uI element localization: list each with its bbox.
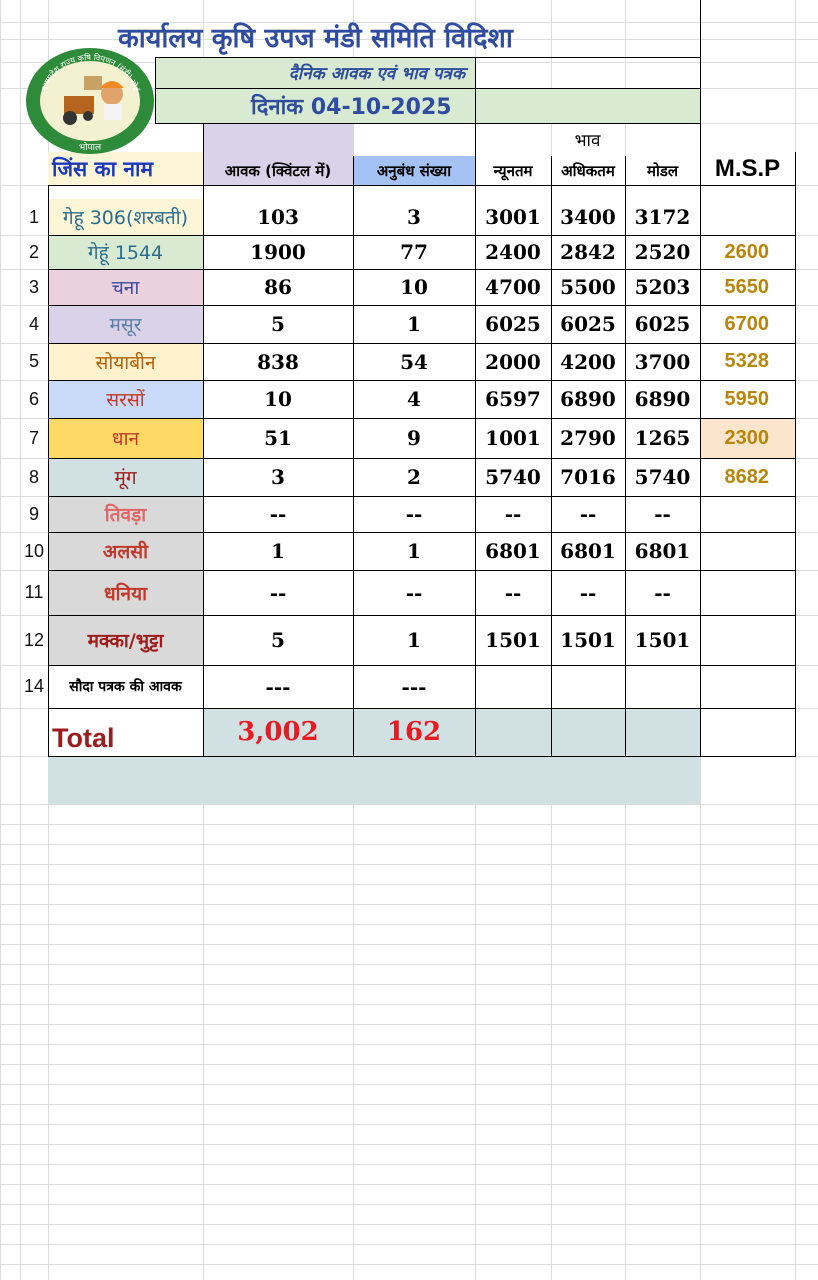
modal-price: 3700 [634, 349, 691, 374]
msp-value [700, 496, 795, 532]
commodity-name: मूंग [114, 467, 137, 489]
commodity-name: धनिया [103, 582, 148, 605]
border-line [795, 152, 796, 757]
commodity-name: गेहूं 1544 [87, 242, 164, 264]
contracts-value: 1 [407, 539, 421, 563]
modal-header: मोडल [646, 161, 679, 180]
border-line [700, 496, 796, 497]
commodity-name: चना [111, 277, 140, 299]
max-price: 6801 [560, 539, 616, 563]
arrival-value: 838 [257, 349, 299, 374]
min-price: 2000 [485, 349, 541, 374]
border-line [48, 418, 701, 419]
min-price: 1001 [485, 426, 541, 450]
contracts-value: 1 [407, 312, 421, 336]
row-number: 10 [23, 540, 45, 561]
arrival-value: 86 [264, 275, 292, 299]
border-line [700, 756, 796, 757]
border-line [48, 185, 701, 186]
modal-price: 6025 [634, 312, 691, 336]
max-price: 3400 [560, 205, 616, 229]
sheet-subtitle: दैनिक आवक एवं भाव पत्रक [288, 64, 465, 84]
contracts-value: -- [405, 502, 423, 526]
contracts-value: 54 [400, 349, 428, 374]
max-price: 5500 [560, 275, 616, 299]
min-price: -- [504, 580, 522, 605]
border-line [700, 305, 796, 306]
commodity-name: सौदा पत्रक की आवक [69, 679, 182, 695]
msp-value: 6700 [724, 312, 769, 335]
max-price [551, 665, 625, 708]
row-number: 1 [28, 206, 39, 227]
total-label: Total [52, 722, 115, 753]
commodity-name: धान [111, 428, 140, 450]
modal-price: -- [654, 502, 671, 526]
row-number: 14 [23, 676, 45, 696]
arrival-value: 1900 [250, 240, 306, 264]
border-line [700, 570, 796, 571]
commodity-name: अलसी [102, 541, 149, 563]
msp-value [700, 570, 795, 615]
logo-top-text: मध्यप्रदेश राज्य कृषि विपणन (मंडी) बोर्ड [39, 52, 141, 93]
min-price: 1501 [485, 628, 541, 652]
commodity-name: तिवड़ा [104, 504, 147, 526]
arrival-value: -- [269, 502, 287, 526]
min-price: 4700 [485, 275, 541, 299]
border-line [700, 269, 796, 270]
msp-value: 5950 [724, 387, 769, 410]
arrival-value: 5 [271, 312, 285, 336]
msp-value [700, 665, 795, 708]
modal-price: 3172 [634, 205, 691, 229]
modal-price: 2520 [634, 240, 691, 264]
max-price: -- [579, 580, 597, 605]
commodity-name: सोयाबीन [95, 351, 156, 374]
border-line [48, 756, 701, 757]
modal-price: -- [654, 580, 671, 605]
bhav-header: भाव [574, 131, 601, 151]
row-number: 8 [28, 466, 39, 487]
msp-value: 2300 [724, 426, 769, 449]
border-line [700, 235, 796, 236]
border-line [48, 458, 701, 459]
min-header: न्यूनतम [493, 161, 533, 180]
row-number: 2 [28, 241, 39, 262]
modal-price: 6801 [634, 539, 691, 563]
name-header: जिंस का नाम [52, 156, 154, 181]
total-contracts: 162 [386, 717, 442, 747]
arrival-value: 3 [271, 465, 285, 489]
min-price: 2400 [485, 240, 541, 264]
msp-value [700, 615, 795, 665]
modal-price: 5203 [634, 275, 691, 299]
border-line [155, 57, 701, 58]
modal-price: 6890 [634, 387, 691, 411]
max-price: 6890 [560, 387, 616, 411]
border-line [551, 156, 552, 757]
border-line [48, 496, 701, 497]
row-number: 7 [28, 427, 39, 448]
contracts-value: 3 [407, 205, 421, 229]
row-number: 9 [28, 503, 39, 524]
modal-price: 5740 [634, 465, 691, 489]
border-line [700, 665, 796, 666]
border-line [700, 418, 796, 419]
border-line [48, 708, 701, 709]
mandi-board-logo [24, 46, 156, 156]
max-price: 4200 [560, 349, 616, 374]
min-price [475, 665, 551, 708]
commodity-name: सरसों [106, 389, 145, 411]
arrival-value: 1 [271, 539, 285, 563]
contracts-value: -- [405, 580, 423, 605]
border-line [700, 615, 796, 616]
contracts-value: 1 [407, 628, 421, 652]
max-header: अधिकतम [561, 161, 615, 180]
msp-value: 5650 [724, 275, 769, 298]
border-line [353, 156, 354, 757]
border-line [700, 458, 796, 459]
row-number: 4 [28, 313, 39, 334]
max-price: -- [579, 502, 597, 526]
min-price: 6025 [485, 312, 541, 336]
row-number: 6 [28, 388, 39, 409]
max-price: 2842 [560, 240, 616, 264]
border-line [700, 185, 796, 186]
total-fill-lower [48, 756, 700, 804]
logo-bottom-text: भोपाल [78, 143, 102, 153]
border-line [48, 380, 701, 381]
total-arrival: 3,002 [237, 717, 319, 747]
border-line [48, 570, 701, 571]
arrival-value: 5 [271, 628, 285, 652]
border-line [48, 615, 701, 616]
border-line [48, 305, 701, 306]
contracts-value: 9 [407, 426, 421, 450]
min-price: 6597 [485, 387, 541, 411]
contracts-value: 77 [400, 240, 428, 264]
min-price: 3001 [485, 205, 541, 229]
border-line [700, 532, 796, 533]
contracts-value: 10 [400, 275, 428, 299]
border-line [155, 123, 701, 124]
contracts-value: 4 [407, 387, 421, 411]
border-line [625, 156, 626, 757]
row-number: 3 [28, 276, 39, 297]
arrival-value: --- [265, 674, 291, 699]
max-price: 6025 [560, 312, 616, 336]
row-number: 11 [24, 582, 44, 602]
date-line: दिनांक 04-10-2025 [251, 94, 452, 120]
sheet-title: कार्यालय कृषि उपज मंडी समिति विदिशा [118, 22, 513, 54]
modal-price: 1501 [634, 628, 691, 652]
border-line [48, 343, 701, 344]
arrival-value: 10 [264, 387, 292, 411]
arrival-value: 103 [257, 205, 299, 229]
arrival-value: -- [269, 580, 287, 605]
border-line [48, 235, 701, 236]
border-line [48, 269, 701, 270]
max-price: 7016 [560, 465, 616, 489]
contracts-value: --- [401, 674, 427, 699]
min-price: 6801 [485, 539, 541, 563]
border-line [700, 380, 796, 381]
commodity-name: मसूर [109, 314, 142, 336]
msp-header: M.S.P [714, 154, 781, 182]
border-line [700, 708, 796, 709]
msp-value [700, 532, 795, 570]
max-price: 1501 [560, 628, 616, 652]
border-line [700, 343, 796, 344]
border-line [700, 0, 701, 757]
msp-value: 5328 [724, 350, 769, 372]
row-number: 12 [23, 629, 45, 650]
border-line [48, 185, 49, 757]
border-line [48, 532, 701, 533]
contracts-value: 2 [407, 465, 421, 489]
border-line [155, 88, 701, 89]
min-price: 5740 [485, 465, 541, 489]
commodity-name: मक्का/भुट्टा [87, 630, 164, 652]
arrival-header: आवक (क्विंटल में) [224, 161, 332, 180]
modal-price [625, 665, 700, 708]
commodity-name: गेहू 306(शरबती) [62, 207, 189, 229]
border-line [48, 665, 701, 666]
row-number: 5 [28, 351, 39, 371]
max-price: 2790 [560, 426, 616, 450]
msp-value [700, 199, 795, 235]
border-line [203, 123, 204, 757]
border-line [475, 57, 476, 757]
min-price: -- [504, 502, 522, 526]
contracts-header: अनुबंध संख्या [376, 161, 452, 180]
msp-value: 8682 [724, 465, 769, 488]
arrival-value: 51 [264, 426, 292, 450]
msp-value: 2600 [724, 240, 769, 263]
modal-price: 1265 [634, 426, 691, 450]
